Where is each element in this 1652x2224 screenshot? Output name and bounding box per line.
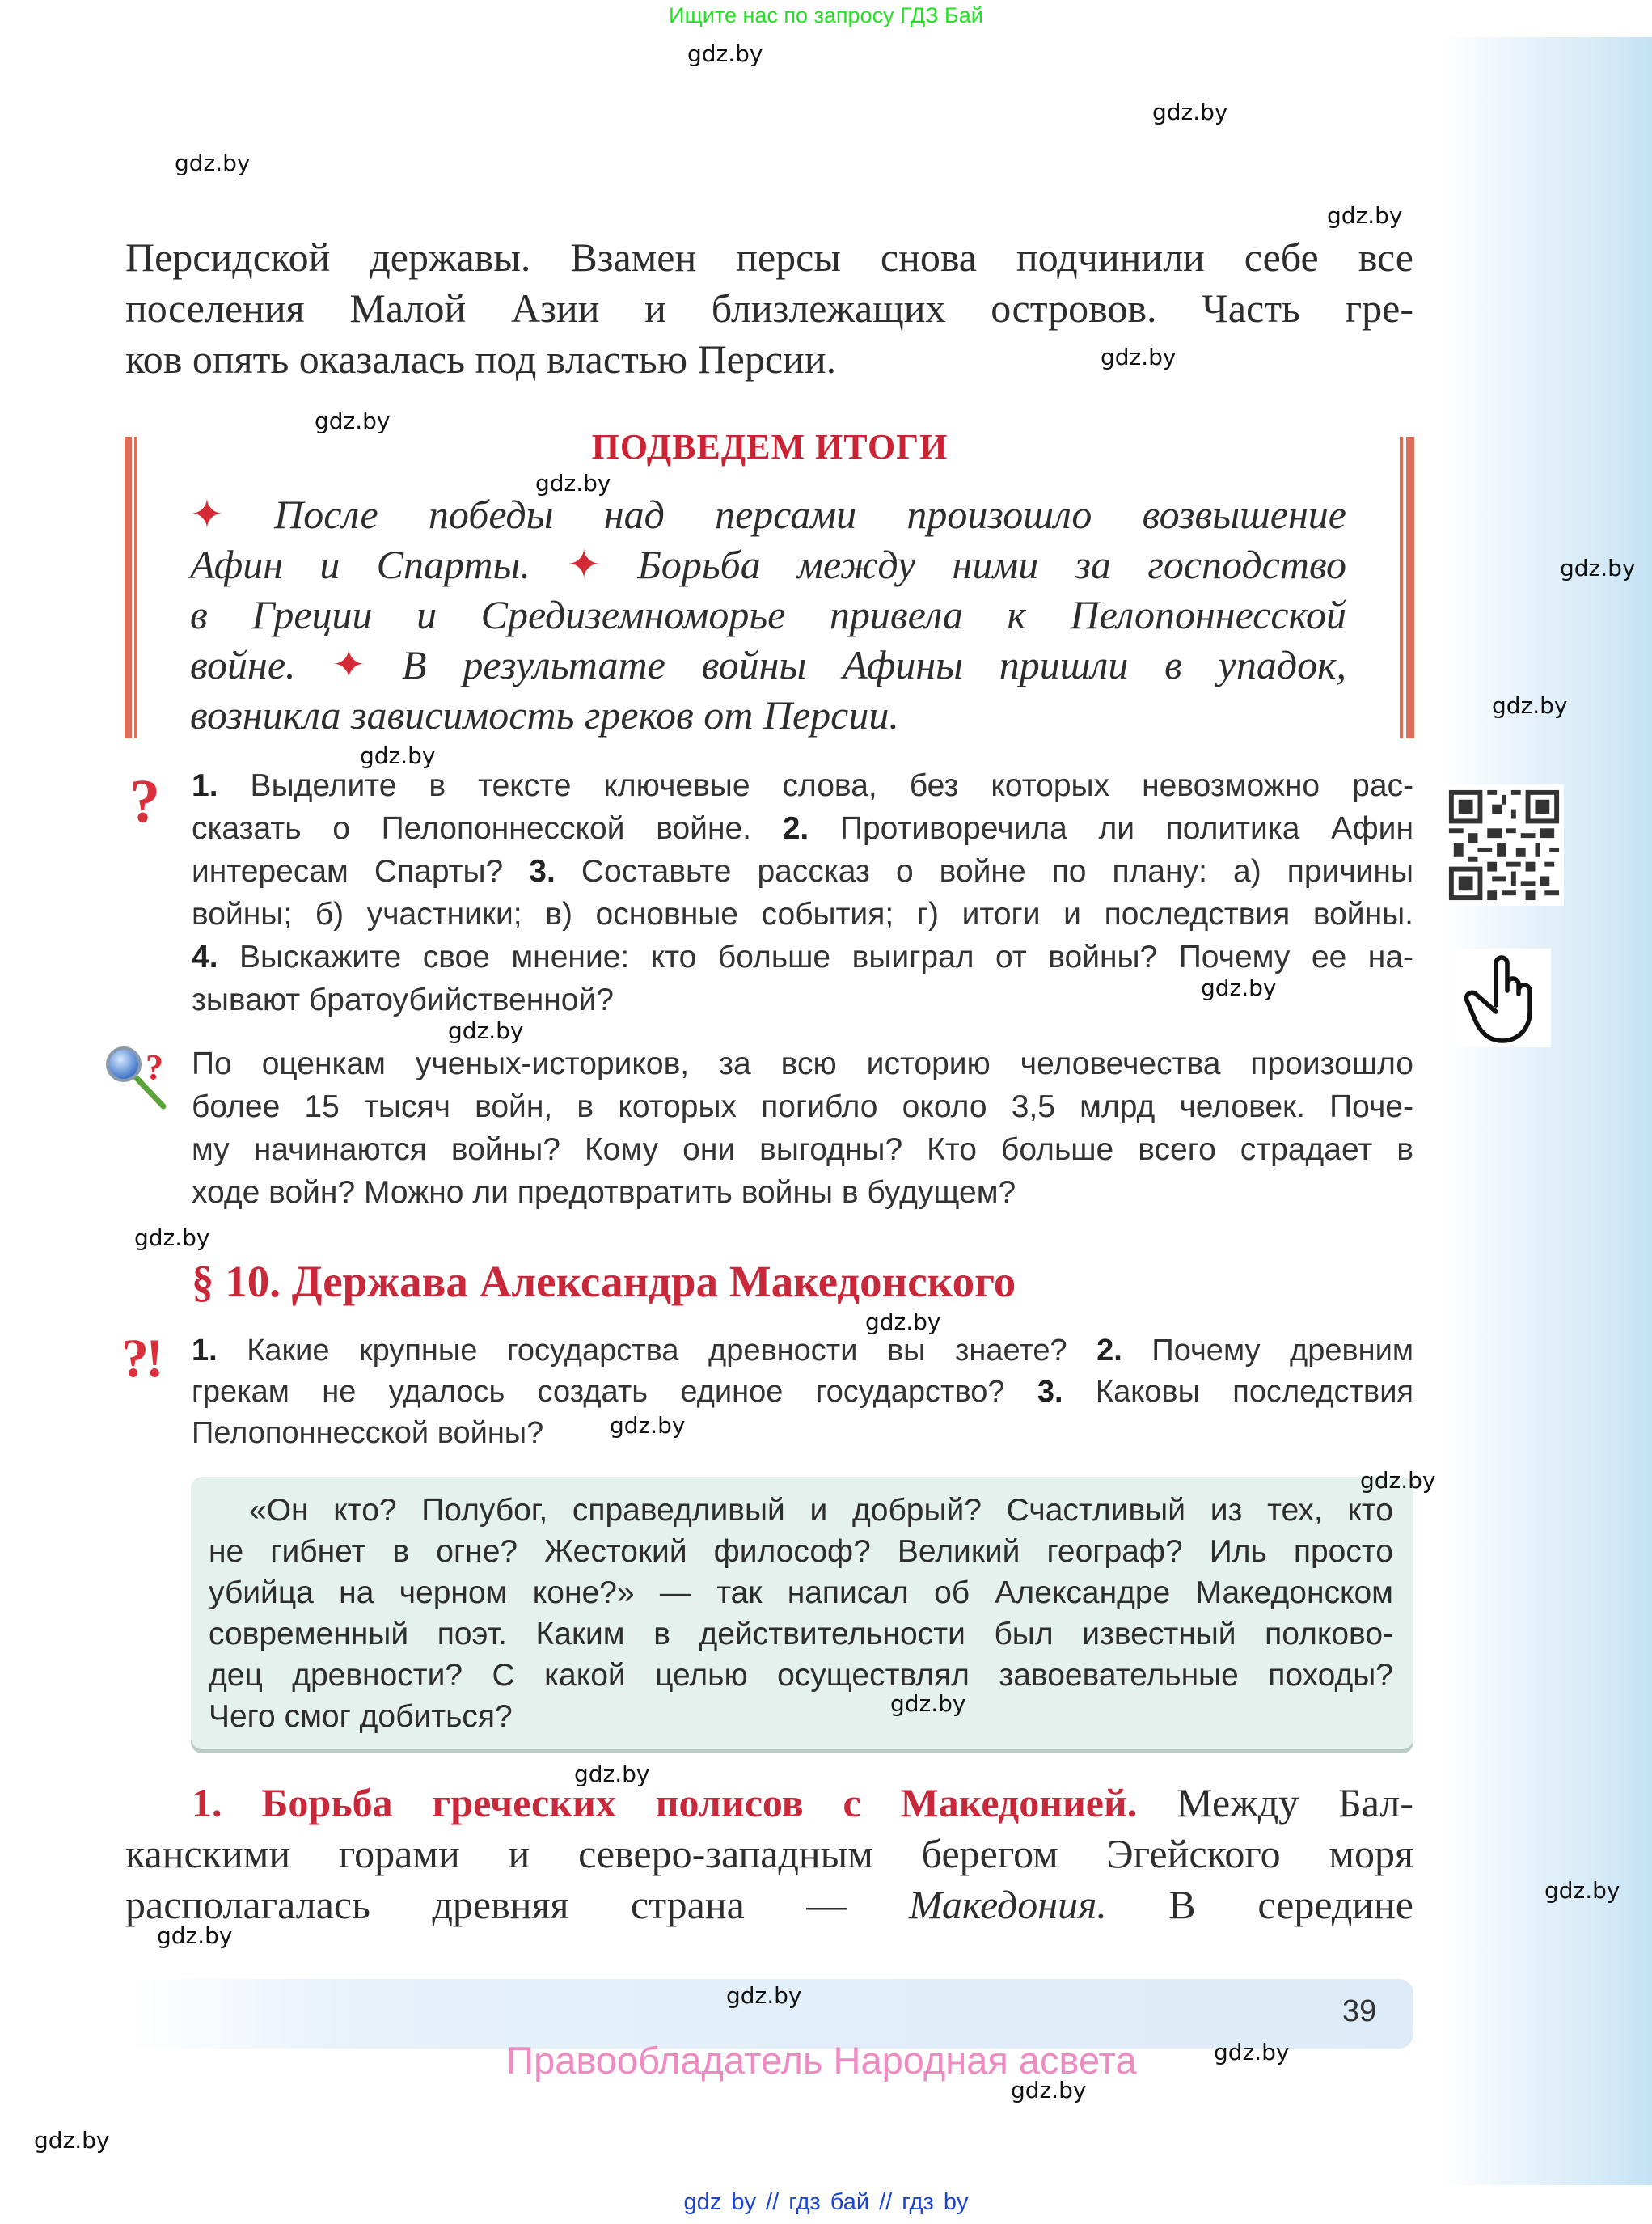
watermark: gdz.by	[687, 40, 763, 67]
summary-line-5: возникла зависимость греков от Персии.	[190, 692, 899, 738]
prep-questions: 1. Какие крупные государства древности вы знаете? 2. Почему древним грекам не удалось создать единое государство? 3. Каковы последствия Пелопоннесской войны?	[192, 1334, 1413, 1450]
qr-code[interactable]	[1444, 784, 1564, 906]
side-margin-panel	[1441, 37, 1652, 2185]
watermark: gdz.by	[360, 742, 436, 769]
watermark: gdz.by	[535, 470, 611, 497]
watermark: gdz.by	[1201, 975, 1277, 1001]
section-1-paragraph: 1. Борьба греческих полисов с Македонией. Между Бал- канскими горами и северо-западным берегом Эгейского моря располагалась древняя страна — Македония. В середине	[125, 1780, 1414, 1927]
watermark: gdz.by	[1492, 692, 1568, 719]
summary-left-bar-thick	[125, 437, 132, 738]
summary-right-bar-thin	[1400, 437, 1403, 738]
rights-holder-notice: Правообладатель Народная асвета	[506, 2039, 1137, 2082]
question-exclamation-icon: ?!	[121, 1327, 161, 1389]
watermark: gdz.by	[1011, 2077, 1087, 2103]
summary-text	[190, 489, 1346, 740]
watermark: gdz.by	[134, 1224, 210, 1251]
page-number: 39	[1342, 1994, 1377, 2028]
summary-line-3: в Греции и Средиземноморье привела к Пелопоннесской	[190, 592, 1346, 637]
watermark: gdz.by	[890, 1690, 966, 1717]
watermark: gdz.by	[1560, 555, 1636, 581]
hand-pointer-icon	[1456, 949, 1551, 1047]
search-hint-banner[interactable]: Ищите нас по запросу ГДЗ Бай	[669, 3, 983, 27]
watermark: gdz.by	[1152, 99, 1228, 125]
star-bullet-icon: ✦	[190, 492, 224, 537]
intro-line-2: поселения Малой Азии и близлежащих островов. Часть гре-	[125, 285, 1413, 331]
summary-right-bar-thick	[1406, 437, 1414, 738]
summary-left-bar-thin	[134, 437, 137, 738]
intro-line-3: ков опять оказалась под властью Персии.	[125, 336, 837, 382]
watermark: gdz.by	[448, 1017, 524, 1044]
svg-text:?: ?	[146, 1047, 163, 1087]
magnifier-question-icon	[104, 1043, 171, 1111]
watermark: gdz.by	[34, 2127, 110, 2154]
question-mark-icon: ?	[129, 767, 160, 835]
summary-title: ПОДВЕДЕМ ИТОГИ	[591, 427, 949, 467]
summary-line-2: Афин и Спарты. ✦ Борьба между ними за господство	[190, 542, 1347, 587]
star-bullet-icon: ✦	[332, 642, 366, 687]
watermark: gdz.by	[726, 1982, 802, 2009]
review-questions: 1. Выделите в тексте ключевые слова, без которых невозможно рас- сказать о Пелопоннесской войне. 2. Противоречила ли политика Афин интересам Спарты? 3. Составьте рассказ о войне по плану: а) причины войны; б) участники; в) основные события; г) итоги и последствия войны. 4. Выскажите свое мнение: кто больше выиграл от войны? Почему ее на- зывают братоубийственной?	[192, 768, 1413, 1017]
watermark: gdz.by	[1327, 202, 1403, 229]
research-question-text: По оценкам ученых-историков, за всю историю человечества произошло более 15 тысяч войн, в которых погибло около 3,5 млрд человек. Поче- му начинаются войны? Кому они выгодны? Кто больше всего страдает в ходе войн? Можно ли предотвратить войны в будущем?	[192, 1046, 1413, 1210]
site-links-footer[interactable]: gdz by // гдз бай // гдз by	[683, 2189, 969, 2215]
watermark: gdz.by	[1101, 344, 1177, 370]
watermark: gdz.by	[175, 150, 251, 176]
watermark: gdz.by	[315, 408, 391, 434]
star-bullet-icon: ✦	[567, 542, 602, 587]
watermark: gdz.by	[610, 1412, 686, 1439]
watermark: gdz.by	[157, 1922, 233, 1949]
watermark: gdz.by	[1214, 2039, 1290, 2065]
watermark: gdz.by	[1544, 1877, 1620, 1904]
chapter-heading: § 10. Держава Александра Македонского	[192, 1257, 1016, 1306]
epigraph-quote-text: «Он кто? Полубог, справедливый и добрый? Счастливый из тех, кто не гибнет в огне? Жестокий философ? Великий географ? Иль просто убийца на черном коне?» — так написал об Александре Македонском современный поэт. Каким в действительности был известный полково- дец древности? С какой целью осуществлял завоевательные походы? Чего смог добиться?	[209, 1493, 1393, 1734]
summary-line-4: войне. ✦ В результате войны Афины пришли в упадок,	[190, 642, 1346, 687]
summary-line-1: ✦ После победы над персами произошло возвышение	[190, 492, 1346, 537]
intro-line-1: Персидской державы. Взамен персы снова подчинили себе все	[125, 235, 1413, 280]
watermark: gdz.by	[574, 1761, 650, 1787]
watermark: gdz.by	[865, 1309, 941, 1335]
watermark: gdz.by	[1360, 1467, 1436, 1494]
section-1-title: 1. Борьба греческих полисов с Македонией.	[192, 1780, 1138, 1825]
